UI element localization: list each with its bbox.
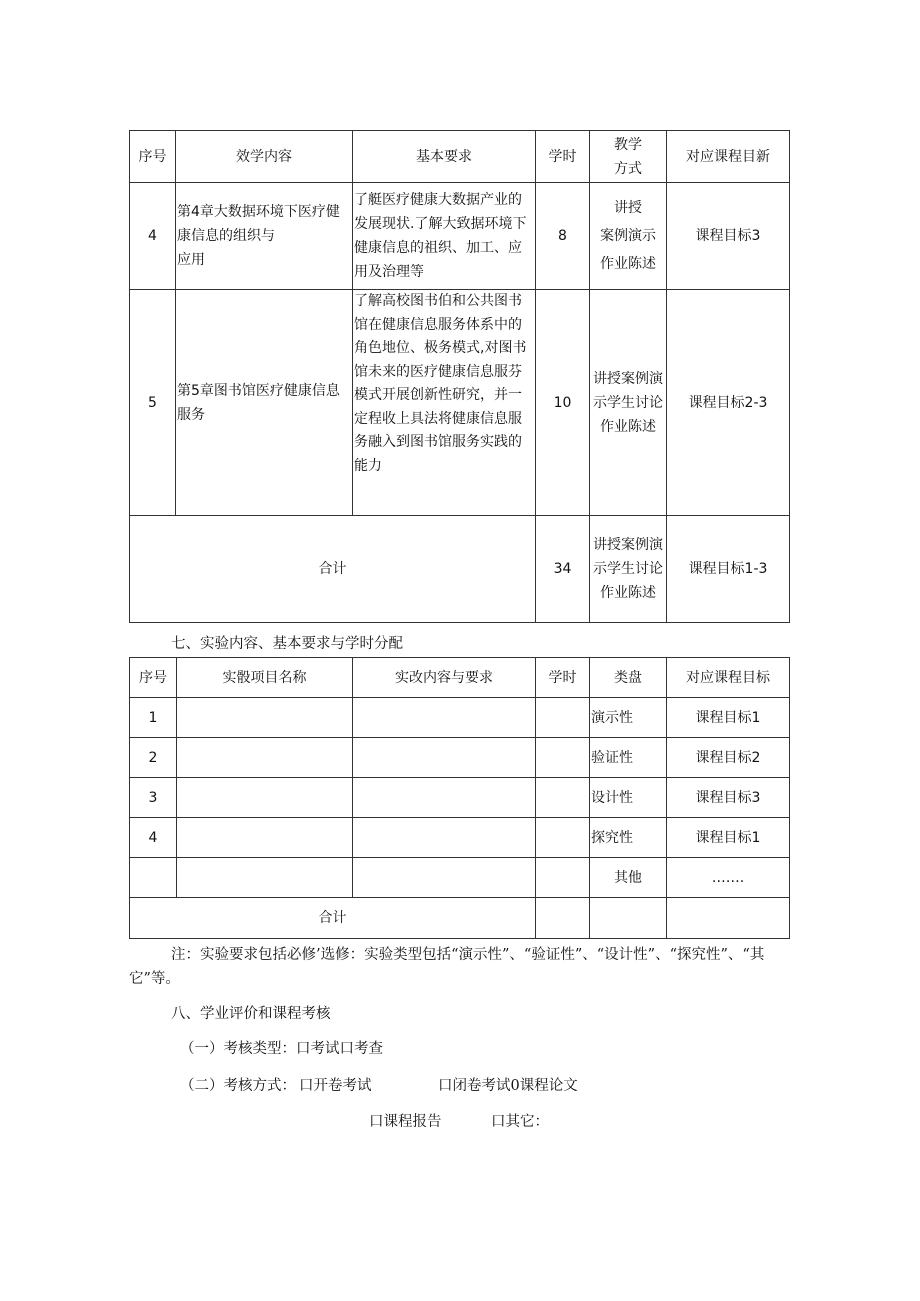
teaching-content-table (129, 130, 790, 623)
table-row (130, 818, 790, 858)
header-name: 实骰项目名称 (177, 658, 353, 698)
row-no (130, 858, 177, 898)
total-goal: 课程目标1-3 (667, 516, 790, 623)
row-goal: 课程目标3 (667, 183, 790, 290)
row-content (353, 698, 536, 738)
row-type: 设计性 (590, 778, 667, 818)
header-requirement: 基本要求 (353, 131, 536, 183)
row-content (353, 778, 536, 818)
header-no: 序号 (130, 658, 177, 698)
header-content: 效学内容 (176, 131, 353, 183)
table-header-row (130, 131, 790, 183)
section-7-title: 七、实验内容、基本要求与学时分配 (171, 636, 403, 652)
section-8-title: 八、学业评价和课程考核 (171, 1006, 331, 1022)
header-content: 实改内容与要求 (353, 658, 536, 698)
total-row (130, 516, 790, 623)
row-hours (536, 818, 590, 858)
row-content (353, 858, 536, 898)
row-hours (536, 778, 590, 818)
header-type: 类盘 (590, 658, 667, 698)
row-type: 其他 (590, 858, 667, 898)
header-goal: 对应课程目标 (667, 658, 790, 698)
table-row (130, 858, 790, 898)
row-goal: 课程目标2-3 (667, 290, 790, 516)
total-label: 合计 (130, 898, 536, 939)
total-type (590, 898, 667, 939)
row-hours: 10 (536, 290, 590, 516)
row-goal: 课程目标1 (667, 698, 790, 738)
assessment-type-options[interactable]: 口考试口考查 (296, 1041, 383, 1057)
experiment-note: 注：实验要求包括必修’选修：实验类型包括“演示性”、“验证性”、“设计性”、“探究性”、“其它”等。 (129, 947, 765, 987)
total-hours: 34 (536, 516, 590, 623)
other-option[interactable]: 口其它： (491, 1114, 549, 1130)
row-hours (536, 858, 590, 898)
table-row (130, 778, 790, 818)
row-no: 4 (130, 183, 176, 290)
row-type: 探究性 (590, 818, 667, 858)
row-goal: ……. (667, 858, 790, 898)
total-label: 合计 (130, 516, 536, 623)
table-row (130, 290, 790, 516)
row-name (177, 818, 353, 858)
row-type: 验证性 (590, 738, 667, 778)
assessment-method-label: （二）考核方式： (180, 1078, 296, 1094)
row-no: 2 (130, 738, 177, 778)
total-goal (667, 898, 790, 939)
row-requirement: 了艇医疗健康大数据产业的发展现状.了解大致据环境下健康信息的祖织、加工、应用及治理等 (353, 183, 536, 290)
table-row (130, 698, 790, 738)
open-book-option[interactable]: 口开卷考试 (299, 1078, 372, 1094)
experiment-table (129, 657, 790, 939)
row-goal: 课程目标3 (667, 778, 790, 818)
assessment-type-line (180, 1037, 383, 1058)
row-goal: 课程目标2 (667, 738, 790, 778)
row-content: 第4章大数据环境下医疗健康信息的组织与 应用 (176, 183, 353, 290)
row-hours: 8 (536, 183, 590, 290)
row-hours (536, 698, 590, 738)
row-method: 讲授案例演示学生讨论作业陈述 (590, 290, 667, 516)
row-name (177, 738, 353, 778)
total-method: 讲授案例演示学生讨论作业陈述 (590, 516, 667, 623)
row-no: 1 (130, 698, 177, 738)
row-no: 4 (130, 818, 177, 858)
row-requirement: 了解高校图书伯和公共图书馆在健康信息服务体系中的角色地位、极务模式,对图书馆未来的医疗健康信息服芬模式开展创新性研究，并一定程收上具法将健康信息服务融入到图书馆服务实践的能力 (353, 290, 536, 516)
table-header-row (130, 658, 790, 698)
header-no: 序号 (130, 131, 176, 183)
total-row (130, 898, 790, 939)
row-name (177, 698, 353, 738)
row-content (353, 738, 536, 778)
row-content (353, 818, 536, 858)
header-method: 教学 方式 (590, 131, 667, 183)
row-type: 演示性 (590, 698, 667, 738)
row-hours (536, 738, 590, 778)
assessment-type-label: （一）考核类型： (180, 1041, 296, 1057)
header-hours: 学时 (536, 131, 590, 183)
header-hours: 学时 (536, 658, 590, 698)
table-row (130, 738, 790, 778)
table-row (130, 183, 790, 290)
row-no: 5 (130, 290, 176, 516)
course-report-option[interactable]: 口课程报告 (369, 1114, 442, 1130)
row-method: 讲授 案例演示 作业陈述 (590, 183, 667, 290)
header-goal: 对应课程目新 (667, 131, 790, 183)
row-goal: 课程目标1 (667, 818, 790, 858)
total-hours (536, 898, 590, 939)
closed-book-option[interactable]: 口闭卷考试0课程论文 (438, 1078, 578, 1094)
row-name (177, 858, 353, 898)
row-content: 第5章图书馆医疗健康信息服务 (176, 290, 353, 516)
row-no: 3 (130, 778, 177, 818)
row-name (177, 778, 353, 818)
